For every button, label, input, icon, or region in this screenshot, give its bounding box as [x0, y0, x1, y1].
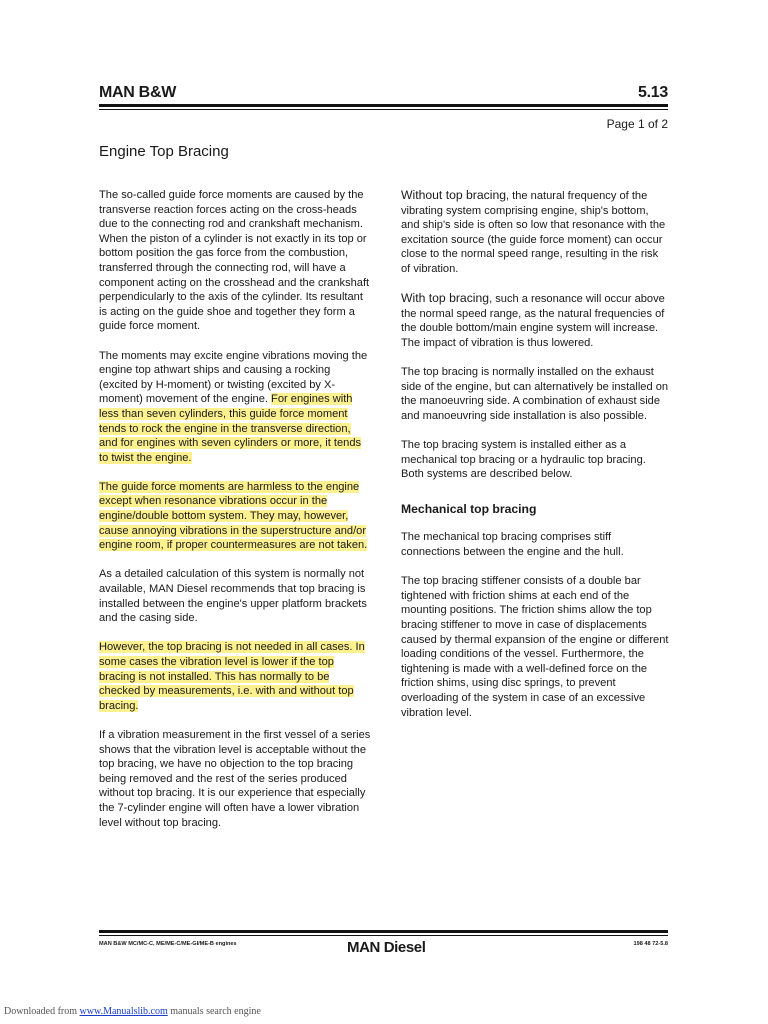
paragraph-recommendation: As a detailed calculation of this system is normally not available, MAN Diesel recommends that top bracing is installed between the engine's upper platform brackets and the casing side.: [99, 568, 367, 625]
paragraph-guide-force-definition: The so-called guide force moments are caused by the transverse reaction forces acting on the cross-heads due to the connecting rod and crankshaft mechanism. When the piston of a cylinder is not exactly in its top or bottom position the gas force from the combustion, transferred through the connecting rod, will have a component acting on the crosshead and the crankshaft perpendicularly to the axis of the cylinder. Its resultant is acting on the guide shoe and together they form a guide force moment.: [99, 189, 370, 333]
paragraph-engine-vibrations: [99, 349, 371, 466]
paragraph-system-types: The top bracing system is installed either as a mechanical top bracing or a hydraulic top bracing. Both systems are described below.: [401, 439, 646, 481]
header-rule-thin: [99, 109, 668, 110]
paragraph-installation-side: The top bracing is normally installed on the exhaust side of the engine, but can alternatively be installed on the manoeuvring side. A combination of exhaust side and manoeuvring side installation is also possible.: [401, 366, 669, 422]
paragraph-resonance-harmless: [99, 480, 371, 553]
paragraph-vibration-measurement: If a vibration measurement in the first vessel of a series shows that the vibration level is acceptable without the top bracing, we have no objection to the top bracing being removed and the rest of the series produced without top bracing. It is our experience that especially the 7-cylinder engine will often have a lower vibration level without top bracing.: [99, 728, 371, 829]
header-rule-thick: [99, 104, 668, 107]
download-suffix: manuals search engine: [167, 1006, 261, 1017]
download-prefix: Downloaded from: [4, 1006, 80, 1017]
page-indicator: Page 1 of 2: [606, 117, 668, 131]
footer-rule-thin: [99, 935, 668, 936]
page-title: Engine Top Bracing: [99, 143, 229, 160]
subheading-mechanical-top-bracing: Mechanical top bracing: [401, 501, 537, 516]
footer-rule-thick: [99, 930, 668, 933]
paragraph-stiffener-description: The top bracing stiffener consists of a double bar tightened with friction shims at each end of the mounting positions. The friction shims allow the top bracing stiffener to move in case of displacements caused by thermal expansion of the engine or different loading conditions of the vessel. Furthermore, the tightening is made with a well-defined force on the friction shims, using disc springs, to prevent overloading of the system in case of an excessive vibration level.: [401, 575, 669, 719]
paragraph-with-top-bracing: [401, 291, 669, 350]
header-brand: MAN B&W: [99, 84, 176, 101]
paragraph-text: The moments may excite engine vibrations moving the engine top athwart ships and causing a rocking (excited by H-moment) or twisting (excited by X-moment) movement of the engine.: [99, 349, 368, 406]
paragraph-not-always-needed: [99, 640, 371, 713]
paragraph-text: , the natural frequency of the vibrating system comprising engine, ship's bottom, and ship's side is often so low that resonance with the excitation source (the guide force moment) can occur close to the normal speed range, resulting in the risk of vibration.: [401, 190, 666, 275]
section-number: 5.13: [638, 84, 668, 101]
left-column: [99, 188, 371, 845]
highlighted-text: For engines with less than seven cylinders, this guide force moment tends to rock the engine in the transverse direction, and for engines with seven cylinders or more, it tends to twist the engine.: [99, 393, 362, 464]
paragraph-without-top-bracing: [401, 188, 669, 277]
download-note: [4, 1006, 261, 1017]
paragraph-text: , such a resonance will occur above the normal speed range, as the natural frequencies of the double bottom/main engine system will increase. The impact of vibration is thus lowered.: [401, 293, 665, 349]
right-column: [401, 188, 669, 735]
lead-term: With top bracing: [401, 291, 490, 306]
highlighted-text: The guide force moments are harmless to the engine except when resonance vibrations occur in the engine/double bottom system. They may, however, cause annoying vibrations in the superstructure and/or engine room, if proper countermeasures are not taken.: [99, 480, 368, 552]
footer-engines: MAN B&W MC/MC-C, ME/ME-C/ME-GI/ME-B engines: [99, 941, 237, 947]
paragraph-mechanical-definition: The mechanical top bracing comprises stiff connections between the engine and the hull.: [401, 531, 624, 559]
manualslib-link[interactable]: www.Manualslib.com: [79, 1006, 168, 1017]
footer-company-logo: MAN Diesel: [347, 939, 426, 956]
highlighted-text: However, the top bracing is not needed in all cases. In some cases the vibration level is lower if the top bracing is not installed. This has normally to be checked by measurements, i.e. with and without top bracing.: [99, 641, 365, 712]
footer-doc-code: 198 48 72-5.8: [633, 941, 668, 947]
lead-term: Without top bracing: [401, 188, 507, 202]
